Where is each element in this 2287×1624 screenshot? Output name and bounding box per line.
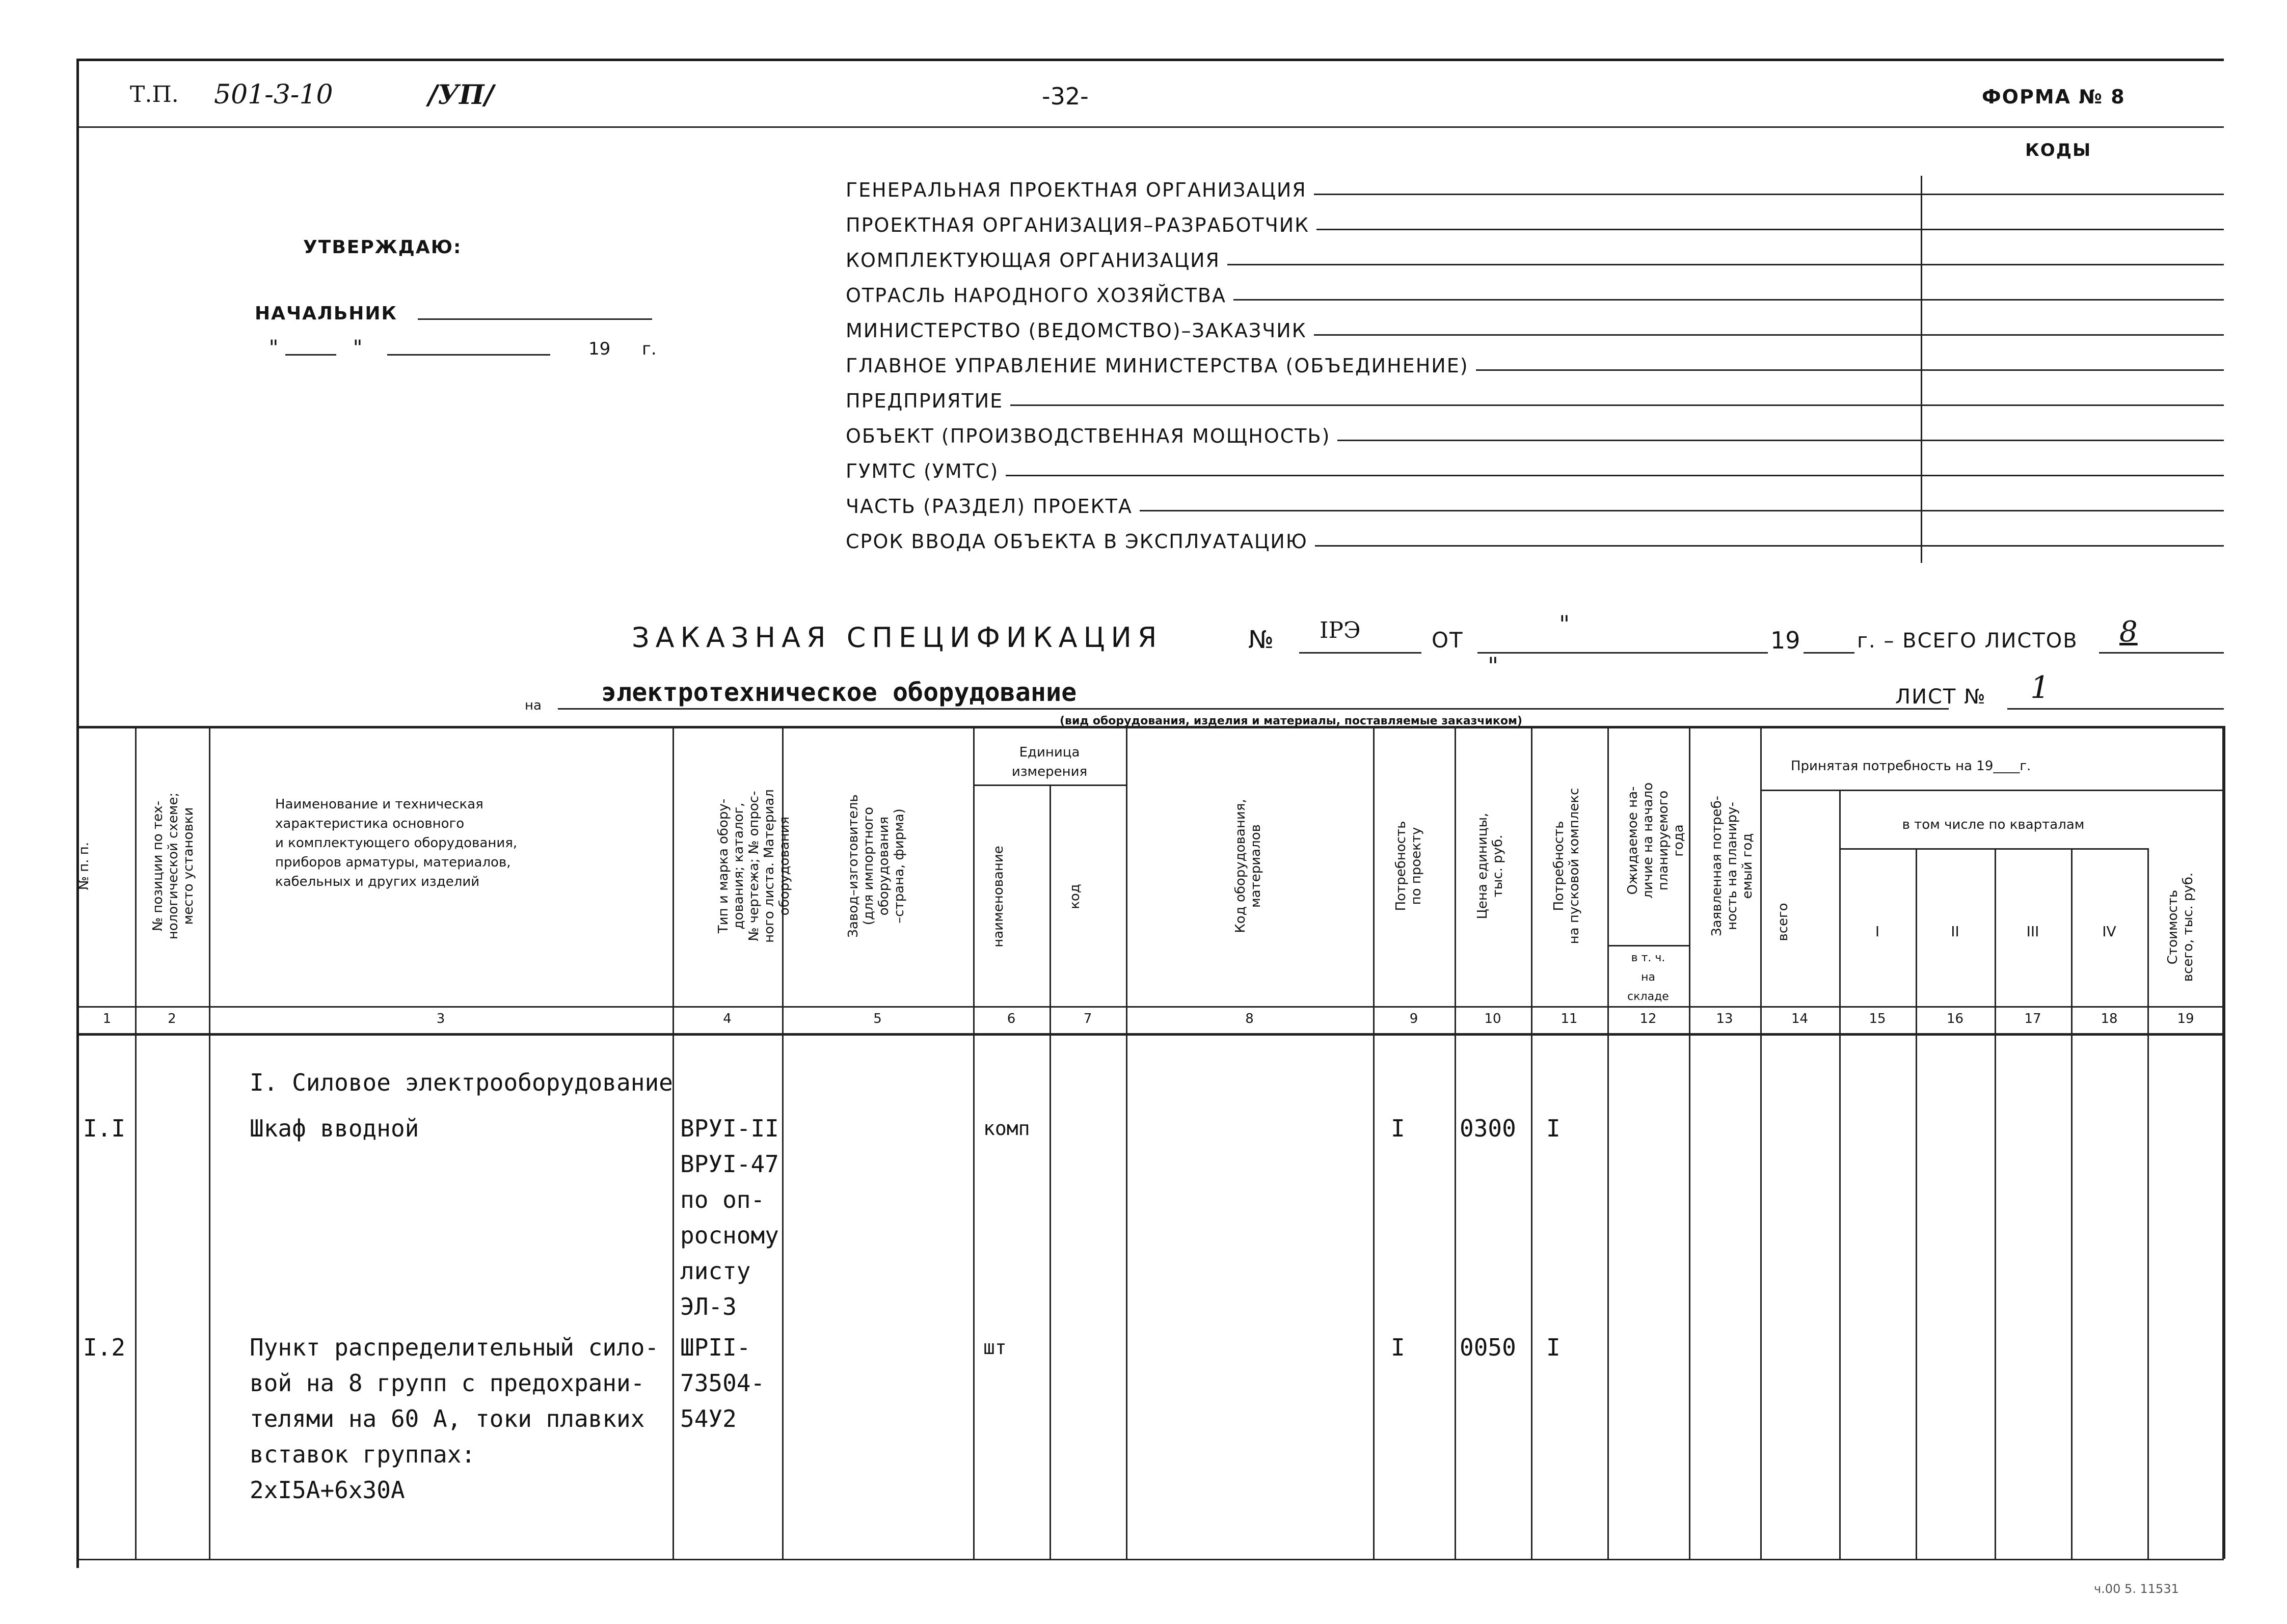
column-divider [1760,726,1762,1559]
field-row[interactable] [846,452,2224,482]
field-row[interactable] [846,276,2224,307]
table-bottom-rule [79,1559,2224,1560]
spec-number-label: № [1248,626,1274,654]
approval-year-prefix: 19 [588,339,611,359]
spec-number-value[interactable]: IРЭ [1320,617,1361,643]
column-divider [973,726,975,1559]
column-divider [209,726,210,1559]
field-row[interactable] [846,171,2224,201]
col-14-header: всего [1775,903,1791,941]
field-input-line[interactable] [1006,475,2224,476]
spec-year-line[interactable] [1804,652,1854,654]
field-input-line[interactable] [1010,404,2224,406]
field-input-line[interactable] [1233,299,2224,301]
column-divider [2224,726,2225,1559]
total-sheets-line [2099,652,2224,654]
field-label: СРОК ВВОДА ОБЪЕКТА В ЭКСПЛУАТАЦИЮ [846,530,1308,553]
field-label: ПРЕДПРИЯТИЕ [846,390,1004,412]
row-name: Пункт распределительный сило- вой на 8 групп с предохрани- телями на 60 А, токи плавких вставок группах: 2хI5А+6х30А [250,1334,659,1504]
field-row[interactable] [846,382,2224,412]
field-label: ЧАСТЬ (РАЗДЕЛ) ПРОЕКТА [846,495,1133,518]
field-label: ОБЪЕКТ (ПРОИЗВОДСТВЕННАЯ МОЩНОСТЬ) [846,425,1331,447]
spec-title: ЗАКАЗНАЯ СПЕЦИФИКАЦИЯ [632,621,1163,654]
column-number: 15 [1869,1011,1886,1026]
header-divider [79,126,2224,128]
unit-group-rule [973,784,1126,786]
equipment-type[interactable]: электротехническое оборудование [601,678,1077,707]
column-number: 9 [1409,1011,1418,1026]
col-13-header: Заявленная потреб- ность на планиру- емый год [1709,796,1755,936]
row-type: ШРII- 73504- 54У2 [680,1334,765,1432]
col-7-header: код [1067,884,1083,909]
column-number: 19 [2177,1011,2194,1026]
row-need: I [1391,1115,1405,1142]
unit-group-header: Единица измерения [1011,745,1088,779]
row-need: I [1391,1334,1405,1361]
column-number: 13 [1716,1011,1733,1026]
column-number: 16 [1946,1011,1964,1026]
column-divider [672,726,674,1559]
column-divider [1126,726,1127,1559]
field-label: ПРОЕКТНАЯ ОРГАНИЗАЦИЯ–РАЗРАБОТЧИК [846,214,1310,236]
row-unit: шт [983,1336,1007,1359]
field-input-line[interactable] [1476,369,2224,371]
col-9-header: Потребность по проекту [1393,821,1424,911]
column-number: 18 [2101,1011,2118,1026]
date-day-line[interactable] [285,354,336,356]
field-input-line[interactable] [1314,334,2224,336]
col-19-header: Стоимость всего, тыс. руб. [2165,872,2196,982]
col-17-header: III [2026,923,2039,940]
row-unit: комп [983,1117,1030,1140]
column-divider [2147,848,2149,1559]
row-name: Шкаф вводной [250,1115,419,1142]
row-name: I. Силовое электрооборудование [250,1069,673,1096]
spec-year-suffix: г. – ВСЕГО ЛИСТОВ [1857,629,2078,653]
tp-prefix: Т.П. [130,82,179,107]
col-10-header: Цена единицы, тыс. руб. [1475,813,1505,919]
approve-label: УТВЕРЖДАЮ: [303,237,462,258]
column-divider [2071,848,2073,1559]
column-divider [1995,848,1996,1559]
column-divider [1689,726,1690,1559]
chief-label: НАЧАЛЬНИК [255,303,397,324]
field-label: ГЕНЕРАЛЬНАЯ ПРОЕКТНАЯ ОРГАНИЗАЦИЯ [846,179,1307,201]
field-row[interactable] [846,417,2224,447]
field-label: КОМПЛЕКТУЮЩАЯ ОРГАНИЗАЦИЯ [846,249,1220,272]
quarters-group-rule [1839,848,2147,850]
column-divider [135,726,137,1559]
page-number: -32- [1042,83,1089,110]
field-input-line[interactable] [1316,229,2224,230]
total-sheets[interactable]: 8 [2119,615,2138,648]
column-divider [1050,784,1051,1559]
approval-year-suffix: г. [642,339,657,359]
column-divider [1531,726,1532,1559]
column-divider [1607,726,1609,1559]
spec-number-line [1299,652,1421,654]
column-number: 1 [102,1011,112,1026]
accepted-group-header: Принятая потребность на 19____г. [1791,759,2031,774]
column-number: 3 [436,1011,445,1026]
column-number: 7 [1083,1011,1092,1026]
column-divider [1373,726,1375,1559]
field-row[interactable] [846,487,2224,518]
date-quote-close: " [352,336,364,360]
field-label: ГЛАВНОЕ УПРАВЛЕНИЕ МИНИСТЕРСТВА (ОБЪЕДИНЕНИЕ) [846,355,1469,377]
sheet-number-line [2007,708,2224,710]
equipment-type-line [558,708,1949,710]
row-number: I.2 [83,1334,126,1361]
column-divider [1839,790,1841,1559]
col-12-sub-header: в т. ч. на складе [1627,952,1669,1003]
sheet-number[interactable]: 1 [2030,670,2050,706]
col-12-header: Ожидаемое на- личие на начало планируемого года [1625,782,1686,899]
col-16-header: II [1951,923,1959,940]
column-divider [1455,726,1456,1559]
date-quote-open: " [267,336,280,360]
column-number: 5 [873,1011,882,1026]
field-input-line[interactable] [1315,545,2224,547]
field-row[interactable] [846,241,2224,272]
chief-signature-line[interactable] [418,318,652,320]
form-label: ФОРМА № 8 [1982,86,2125,108]
field-input-line[interactable] [1314,194,2224,195]
spec-on-label: на [525,698,542,713]
field-label: ГУМТС (УМТС) [846,460,999,482]
field-row[interactable] [846,311,2224,342]
column-number: 11 [1560,1011,1578,1026]
field-row[interactable] [846,522,2224,553]
field-label: МИНИСТЕРСТВО (ВЕДОМСТВО)–ЗАКАЗЧИК [846,319,1307,342]
date-month-line[interactable] [387,354,550,356]
col-6-header: наименование [991,846,1006,948]
row-price: 0050 [1460,1334,1516,1361]
field-input-line[interactable] [1337,440,2224,441]
col-2-header: № позиции по тех- нологической схеме; место установки [150,792,196,940]
footer-mark: ч.00 5. 11531 [2094,1582,2179,1596]
c12-sub-rule [1607,945,1689,946]
table-top-rule [79,726,2224,728]
column-divider [1916,848,1917,1559]
col-15-header: I [1875,923,1880,940]
tp-number: 501-3-10 [214,79,333,110]
col-11-header: Потребность на пусковой комплекс [1551,788,1582,944]
column-number: 17 [2024,1011,2041,1026]
column-number: 2 [168,1011,176,1026]
col-8-header: Код оборудования, материалов [1233,799,1263,933]
column-numbers-rule [79,1033,2224,1036]
header-bottom-rule [79,1006,2224,1008]
column-number: 14 [1791,1011,1809,1026]
column-number: 8 [1245,1011,1254,1026]
row-price: 0300 [1460,1115,1516,1142]
spec-year-prefix: 19 [1770,627,1800,654]
column-number: 12 [1639,1011,1657,1026]
spec-date-line[interactable] [1477,652,1768,654]
row-launch: I [1546,1115,1560,1142]
col-5-header: Завод–изготовитель (для импортного оборудования –страна, фирма) [846,794,907,938]
column-number: 10 [1484,1011,1501,1026]
table-right-edge [2222,726,2224,1559]
col-18-header: IV [2102,923,2116,940]
row-launch: I [1546,1334,1560,1361]
sheet-label: ЛИСТ № [1895,685,1986,709]
spec-quote-1: " [1559,610,1570,638]
field-row[interactable] [846,346,2224,377]
col-1-header: № п. п. [76,842,92,890]
col-3-header: Наименование и техническая характеристика основного и комплектующего оборудования, приборов арматуры, материалов, кабельных и других изделий [275,797,518,889]
row-number: I.I [83,1115,126,1142]
field-label: ОТРАСЛЬ НАРОДНОГО ХОЗЯЙСТВА [846,284,1226,307]
field-input-line[interactable] [1140,510,2224,511]
equipment-caption: (вид оборудования, изделия и материалы, поставляемые заказчиком) [1060,715,1522,727]
form-sheet [76,59,2224,1596]
column-number: 4 [723,1011,732,1026]
codes-label: КОДЫ [2025,140,2092,160]
accepted-group-rule [1760,790,2224,791]
tp-suffix: /УП/ [428,79,494,111]
row-type: ВРУI-II ВРУI-47 по оп- росному листу ЭЛ-3 [680,1115,779,1320]
col-4-header: Тип и марка обору- дования; каталог, № чертежа; № опрос- ного листа. Материал оборудования [716,789,792,943]
spec-quote-2: " [1488,652,1499,680]
quarters-group-header: в том числе по кварталам [1902,817,2085,832]
field-input-line[interactable] [1227,264,2224,265]
spec-from-label: ОТ [1432,628,1464,653]
field-row[interactable] [846,206,2224,236]
column-number: 6 [1007,1011,1016,1026]
